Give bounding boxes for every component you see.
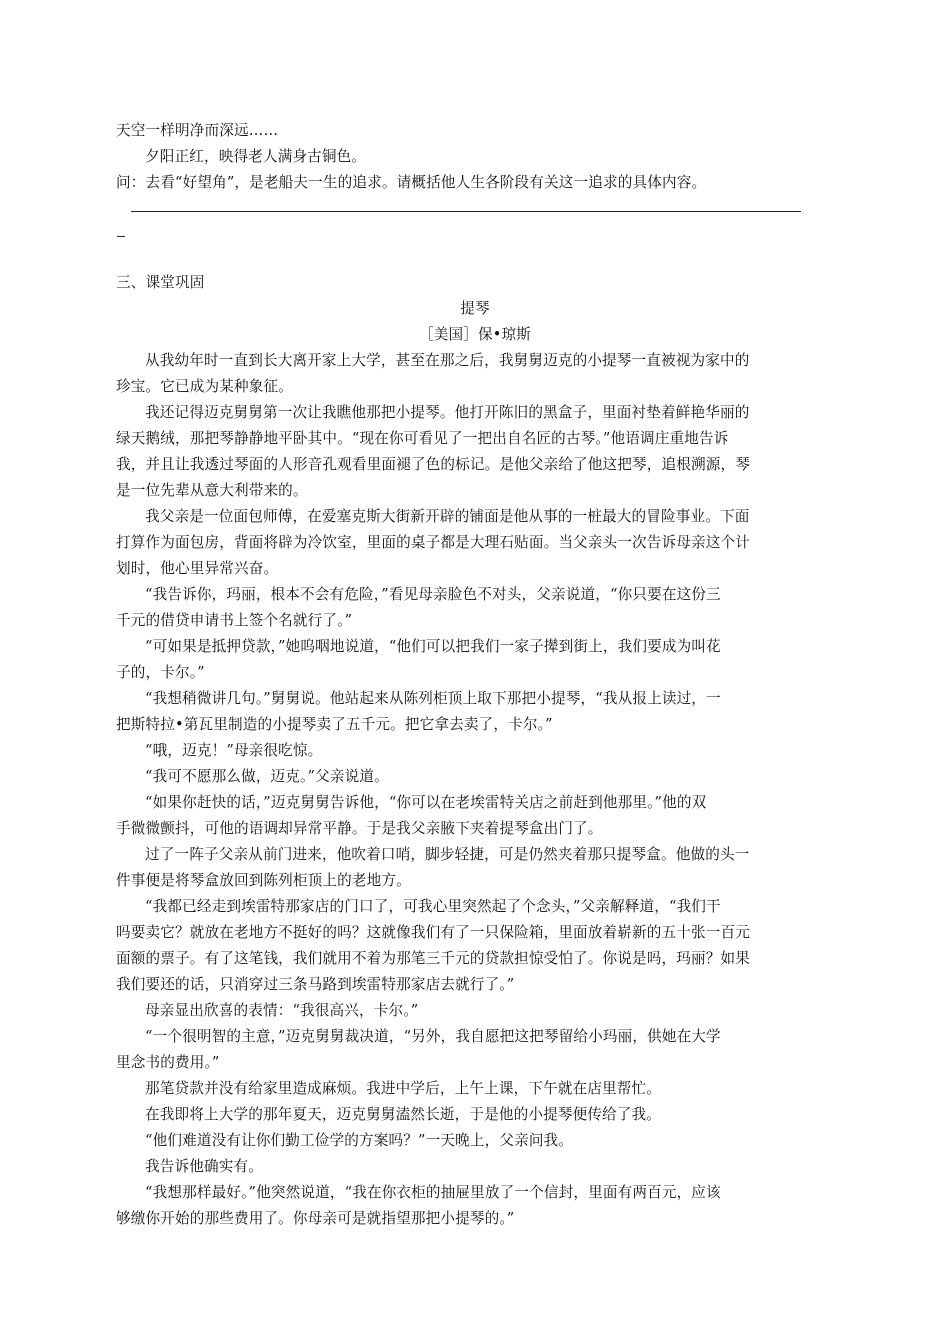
paragraph-line: 里念书的费用。” xyxy=(116,1054,220,1071)
story-title: 提琴 xyxy=(460,300,490,317)
paragraph-line: 在我即将上大学的那年夏天，迈克舅舅溘然长逝，于是他的小提琴便传给了我。 xyxy=(145,1106,662,1123)
paragraph-line: “我想稍微讲几句。”舅舅说。他站起来从陈列柜顶上取下那把小提琴，“我从报上读过，一 xyxy=(145,690,721,707)
paragraph-line: “如果你赶快的话，”迈克舅舅告诉他，“你可以在老埃雷特关店之前赶到他那里。”他的双 xyxy=(145,794,707,811)
text-line: 天空一样明净而深远…… xyxy=(116,122,279,139)
paragraph-line: 我还记得迈克舅舅第一次让我瞧他那把小提琴。他打开陈旧的黑盒子，里面衬垫着鲜艳华丽的 xyxy=(145,404,750,421)
paragraph-line: 我，并且让我透过琴面的人形音孔观看里面褪了色的标记。是他父亲给了他这把琴，追根溯源，琴 xyxy=(116,456,750,473)
paragraph-line: 把斯特拉•第瓦里制造的小提琴卖了五千元。把它拿去卖了，卡尔。” xyxy=(116,716,553,733)
paragraph-line: “可如果是抵押贷款，”她呜咽地说道，“他们可以把我们一家子撵到街上，我们要成为叫花 xyxy=(145,638,721,655)
paragraph-line: 是一位先辈从意大利带来的。 xyxy=(116,482,308,499)
story-author: ［美国］保•琼斯 xyxy=(419,326,531,343)
paragraph-line: 珍宝。它已成为某种象征。 xyxy=(116,378,293,395)
section-heading: 三、课堂巩固 xyxy=(116,274,205,291)
paragraph-line: 够缴你开始的那些费用了。你母亲可是就指望那把小提琴的。” xyxy=(116,1210,515,1227)
paragraph-line: 面额的票子。有了这笔钱，我们就用不着为那笔三千元的贷款担惊受怕了。你说是吗，玛丽？如果 xyxy=(116,950,750,967)
paragraph-line: “我可不愿那么做，迈克。”父亲说道。 xyxy=(145,768,389,785)
question-line: 问：去看“好望角”，是老船夫一生的追求。请概括他人生各阶段有关这一追求的具体内容。 xyxy=(116,174,707,191)
paragraph-line: 手微微颤抖，可他的语调却异常平静。于是我父亲腋下夹着提琴盒出门了。 xyxy=(116,820,603,837)
paragraph-line: “他们难道没有让你们勤工俭学的方案吗？”一天晚上，父亲问我。 xyxy=(145,1132,574,1149)
paragraph-line: 从我幼年时一直到长大离开家上大学，甚至在那之后，我舅舅迈克的小提琴一直被视为家中的 xyxy=(145,352,750,369)
paragraph-line: 我告诉他确实有。 xyxy=(145,1158,263,1175)
paragraph-line: 千元的借贷申请书上签个名就行了。” xyxy=(116,612,353,629)
paragraph-line: 我父亲是一位面包师傅，在爱塞克斯大街新开辟的铺面是他从事的一桩最大的冒险事业。下面 xyxy=(145,508,750,525)
paragraph-line: “我想那样最好。”他突然说道，“我在你衣柜的抽屉里放了一个信封，里面有两百元，应该 xyxy=(145,1184,721,1201)
text-line: 夕阳正红，映得老人满身古铜色。 xyxy=(145,148,367,165)
paragraph-line: 打算作为面包房，背面将辟为冷饮室，里面的桌子都是大理石贴面。当父亲头一次告诉母亲这个计 xyxy=(116,534,750,551)
paragraph-line: “我都已经走到埃雷特那家店的门口了，可我心里突然起了个念头，”父亲解释道，“我们干 xyxy=(145,898,721,915)
paragraph-line: 划时，他心里异常兴奋。 xyxy=(116,560,279,577)
paragraph-line: “一个很明智的主意，”迈克舅舅裁决道，“另外，我自愿把这把琴留给小玛丽，供她在大学 xyxy=(145,1028,721,1045)
paragraph-line: 我们要还的话，只消穿过三条马路到埃雷特那家店去就行了。” xyxy=(116,976,515,993)
paragraph-line: 那笔贷款并没有给家里造成麻烦。我进中学后，上午上课，下午就在店里帮忙。 xyxy=(145,1080,662,1097)
paragraph-line: 吗要卖它？就放在老地方不挺好的吗？这就像我们有了一只保险箱，里面放着崭新的五十张一百元 xyxy=(116,924,750,941)
paragraph-line: 过了一阵子父亲从前门进来，他吹着口哨，脚步轻捷，可是仍然夹着那只提琴盒。他做的头一 xyxy=(145,846,750,863)
answer-blank-stub xyxy=(117,236,125,237)
paragraph-line: “哦，迈克！”母亲很吃惊。 xyxy=(145,742,323,759)
paragraph-line: “我告诉你，玛丽，根本不会有危险，”看见母亲脸色不对头，父亲说道，“你只要在这份三 xyxy=(145,586,721,603)
paragraph-line: 绿天鹅绒，那把琴静静地平卧其中。“现在你可看见了一把出自名匠的古琴。”他语调庄重地告诉 xyxy=(116,430,729,447)
answer-blank-line[interactable] xyxy=(131,211,801,212)
paragraph-line: 子的，卡尔。” xyxy=(116,664,205,681)
paragraph-line: 件事便是将琴盒放回到陈列柜顶上的老地方。 xyxy=(116,872,411,889)
paragraph-line: 母亲显出欣喜的表情：“我很高兴，卡尔。” xyxy=(145,1002,419,1019)
